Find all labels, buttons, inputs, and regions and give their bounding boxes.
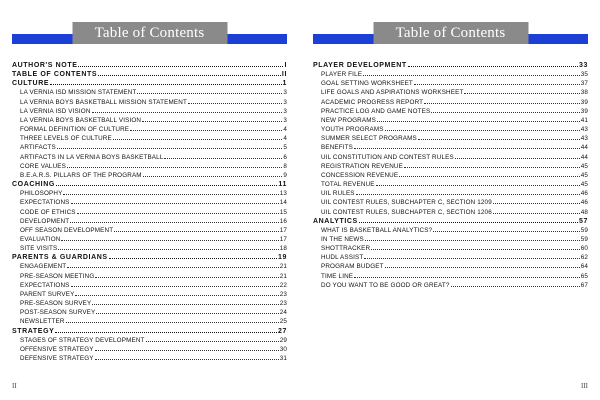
toc-entry[interactable] [12,308,287,317]
dot-leader [143,171,283,177]
toc-entry[interactable] [313,107,588,116]
toc-entry-page: 48 [580,208,588,216]
toc-entry[interactable] [313,125,588,134]
toc-entry[interactable] [313,208,588,217]
toc-entry[interactable] [12,116,287,125]
toc-entry-title: NEW PROGRAMS [321,116,376,124]
toc-entry-page: 23 [279,290,287,298]
dot-leader [63,189,278,195]
dot-leader [95,354,279,360]
dot-leader [431,107,579,113]
dot-leader [95,272,278,278]
toc-entry-title: UIL RULES [321,190,355,198]
dot-leader [371,244,579,250]
toc-entry-title: LIFE GOALS AND ASPIRATIONS WORKSHEET [321,89,464,97]
toc-entry[interactable] [313,162,588,171]
toc-entry-page: 39 [580,107,588,115]
toc-entry[interactable] [313,235,588,244]
toc-entry-page: 6 [283,153,287,161]
toc-entry-page: 57 [579,217,588,225]
dot-leader [146,336,279,342]
toc-entry-page: 24 [279,309,287,317]
toc-entry[interactable] [12,134,287,143]
toc-entry-title: REGISTRATION REVENUE [321,162,403,170]
toc-entry-title: CORE VALUES [20,162,66,170]
toc-entry-title: PHILOSOPHY [20,190,63,198]
toc-entry-page: 21 [279,263,287,271]
toc-entry[interactable] [12,189,287,198]
dot-leader [354,272,580,278]
dot-leader [98,70,281,76]
toc-entry-title: GOAL SETTING WORKSHEET [321,80,413,88]
toc-entry-page: 35 [580,71,588,79]
toc-entry-page: 4 [283,126,287,134]
toc-entry[interactable] [12,143,287,152]
toc-entry[interactable] [12,153,287,162]
dot-leader [142,116,282,122]
dot-leader [113,134,282,140]
toc-entry-title: ANALYTICS [313,217,358,225]
toc-entry-title: PARENTS & GUARDIANS [12,254,108,262]
toc-entry-title: LA VERNIA ISD VISION [20,107,91,115]
toc-entry-page: 39 [580,98,588,106]
toc-entry[interactable] [12,98,287,107]
page-number: II [12,382,17,390]
dot-leader [95,345,279,351]
toc-entry-page: 14 [279,199,287,207]
toc-entry[interactable] [313,79,588,88]
toc-entry[interactable] [313,143,588,152]
toc-entry[interactable] [313,272,588,281]
toc-entry-page: 21 [279,272,287,280]
toc-entry-title: B.E.A.R.S. PILLARS OF THE PROGRAM [20,171,142,179]
toc-entry-title: EXPECTATIONS [20,199,70,207]
toc-entry[interactable] [12,290,287,299]
toc-entry[interactable] [313,134,588,143]
toc-entry-title: BENEFITS [321,144,353,152]
toc-section-entry[interactable] [313,217,588,226]
toc-entry-page: 11 [278,181,287,189]
toc-entry-page: 13 [279,190,287,198]
toc-entry-page: 17 [279,235,287,243]
toc-entry[interactable] [12,88,287,97]
toc-entry[interactable] [12,107,287,116]
toc-entry-page: 23 [279,300,287,308]
dot-leader [364,253,579,259]
dot-leader [377,116,580,122]
toc-entry-page: 46 [580,199,588,207]
toc-entry-title: CULTURE [12,80,50,88]
toc-entry-title: EVALUATION [20,235,61,243]
toc-entry-page: 41 [580,116,588,124]
toc-entry-page: 60 [580,245,588,253]
toc-entry-title: CONCESSION REVENUE [321,171,399,179]
toc-section-entry[interactable] [12,253,287,262]
dot-leader [109,253,277,259]
toc-entry-page: 3 [283,116,287,124]
toc-entry[interactable] [313,88,588,97]
dot-leader [77,208,279,214]
dot-leader [75,290,278,296]
toc-section-entry[interactable] [12,70,287,79]
toc-entry-page: 59 [580,235,588,243]
toc-entry-page: 3 [283,98,287,106]
toc-entry[interactable] [12,226,287,235]
toc-entry-page: 29 [279,336,287,344]
toc-entry-page: 1 [282,80,287,88]
toc-entry[interactable] [313,180,588,189]
toc-entry-title: NEWSLETTER [20,318,65,326]
toc-entry-title: DEFENSIVE STRATEGY [20,355,94,362]
toc-entry-title: WHAT IS BASKETBALL ANALYTICS? [321,226,433,234]
toc-entry-title: UIL CONTEST RULES, SUBCHAPTER C, SECTION 1206 [321,208,492,216]
dot-leader [61,235,278,241]
toc-entry-title: FORMAL DEFINITION OF CULTURE [20,126,130,134]
toc-entry-title: LA VERNIA BOYS BASKETBALL VISION [20,116,142,124]
toc-entry-page: 16 [279,217,287,225]
toc-entry-title: POST-SEASON SURVEY [20,309,96,317]
dot-leader [464,88,579,94]
dot-leader [57,143,282,149]
toc-entry-title: AUTHOR'S NOTE [12,62,78,69]
dot-leader [66,317,279,323]
dot-leader [356,189,580,195]
toc-entry-page: 5 [283,144,287,152]
toc-entry-page: 37 [580,80,588,88]
toc-entry-title: PRE-SEASON MEETING [20,272,95,280]
toc-entry-page: II [281,71,287,79]
dot-leader [56,180,277,186]
toc-entry-title: PRACTICE LOG AND GAME NOTES [321,107,431,115]
dot-leader [493,208,580,214]
toc-entry[interactable] [313,189,588,198]
toc-entry-page: 18 [279,245,287,253]
toc-entry-page: 46 [580,190,588,198]
toc-entry[interactable] [313,226,588,235]
toc-entry[interactable] [313,171,588,180]
toc-entry-page: 9 [283,171,287,179]
dot-leader [67,162,282,168]
toc-entry[interactable] [313,153,588,162]
toc-entry[interactable] [313,253,588,262]
toc-entry[interactable] [12,171,287,180]
toc-section-entry[interactable] [313,61,588,70]
toc-entry-page: 62 [580,254,588,262]
toc-entry-title: COACHING [12,181,55,189]
toc-entry-page: 8 [283,162,287,170]
toc-entry-title: DEVELOPMENT [20,217,70,225]
toc-entry-title: LA VERNIA BOYS BASKETBALL MISSION STATEMENT [20,98,187,106]
toc-entry-page: 19 [278,254,287,262]
toc-entry-page: 25 [279,318,287,326]
toc-entry-title: ENGAGEMENT [20,263,67,271]
dot-leader [414,79,580,85]
toc-entry-page: 45 [580,162,588,170]
toc-entry-page: 64 [580,263,588,271]
dot-leader [404,162,580,168]
left-page [12,0,287,400]
toc-entry-title: ARTIFACTS [20,144,56,152]
toc-entry[interactable] [12,262,287,271]
toc-entry-page: I [284,62,287,69]
toc-entry-page: 45 [580,171,588,179]
dot-leader [354,143,580,149]
toc-entry-page: 67 [580,281,588,289]
left-page-banner [12,8,287,45]
toc-entry[interactable] [12,125,287,134]
toc-entry[interactable] [313,262,588,271]
toc-entry-title: SHOTTRACKER [321,245,371,253]
dot-leader [451,281,580,287]
page-heading: Table of Contents [373,22,528,44]
toc-entry[interactable] [12,272,287,281]
dot-leader [67,262,278,268]
dot-leader [130,125,282,131]
dot-leader [399,171,579,177]
toc-entry-page: 65 [580,272,588,280]
toc-entry-page: 43 [580,126,588,134]
dot-leader [58,244,278,250]
toc-entry-title: TABLE OF CONTENTS [12,71,98,79]
dot-leader [424,98,580,104]
dot-leader [433,226,579,232]
toc-entry-page: 22 [279,281,287,289]
toc-entry-title: DO YOU WANT TO BE GOOD OR GREAT? [321,281,450,289]
dot-leader [365,235,580,241]
page-number: III [581,382,588,390]
toc-list-right [313,61,588,290]
toc-entry-page: 15 [279,208,287,216]
dot-leader [137,88,282,94]
toc-entry-title: ACADEMIC PROGRESS REPORT [321,98,424,106]
dot-leader [493,198,580,204]
toc-entry-title: STAGES OF STRATEGY DEVELOPMENT [20,336,145,344]
toc-entry[interactable] [12,317,287,326]
toc-entry[interactable] [313,198,588,207]
toc-section-entry[interactable] [12,61,287,70]
toc-entry-title: SUMMER SELECT PROGRAMS [321,135,417,143]
toc-entry-page: 30 [279,345,287,353]
dot-leader [359,217,578,223]
toc-entry-page: 17 [279,226,287,234]
toc-entry[interactable] [12,162,287,171]
dot-leader [71,198,279,204]
dot-leader [408,61,578,67]
page-heading: Table of Contents [72,22,227,44]
toc-entry[interactable] [12,198,287,207]
toc-entry-page: 4 [283,135,287,143]
toc-entry-title: TOTAL REVENUE [321,181,375,189]
toc-entry-page: 59 [580,226,588,234]
toc-entry-page: 44 [580,153,588,161]
toc-section-entry[interactable] [12,180,287,189]
toc-entry-page: 44 [580,144,588,152]
toc-entry-title: PROGRAM BUDGET [321,263,384,271]
toc-entry[interactable] [12,281,287,290]
dot-leader [418,134,580,140]
toc-entry-title: STRATEGY [12,327,55,335]
right-page-banner [313,8,588,45]
toc-entry-title: IN THE NEWS [321,235,364,243]
toc-entry-page: 33 [579,62,588,69]
dot-leader [71,281,279,287]
toc-entry-title: OFF SEASON DEVELOPMENT [20,226,114,234]
toc-entry-page: 45 [580,181,588,189]
dot-leader [96,308,278,314]
toc-entry-title: SITE VISITS [20,245,58,253]
dot-leader [188,98,282,104]
toc-entry[interactable] [12,244,287,253]
dot-leader [363,70,580,76]
toc-entry-title: THREE LEVELS OF CULTURE [20,135,112,143]
toc-entry[interactable] [313,70,588,79]
toc-entry[interactable] [12,208,287,217]
toc-section-entry[interactable] [12,327,287,336]
toc-entry-title: YOUTH PROGRAMS [321,126,384,134]
dot-leader [92,299,278,305]
toc-section-entry[interactable] [12,79,287,88]
toc-entry[interactable] [313,244,588,253]
toc-entry-title: OFFENSIVE STRATEGY [20,345,94,353]
toc-entry-title: EXPECTATIONS [20,281,70,289]
dot-leader [376,180,580,186]
toc-entry[interactable] [12,235,287,244]
toc-entry-title: PLAYER DEVELOPMENT [313,62,407,69]
dot-leader [385,262,580,268]
toc-entry-title: UIL CONTEST RULES, SUBCHAPTER C, SECTION 1209 [321,199,492,207]
dot-leader [164,153,282,159]
dot-leader [50,79,281,85]
toc-entry-title: PRE-SEASON SURVEY [20,300,92,308]
toc-entry-title: PARENT SURVEY [20,290,75,298]
dot-leader [114,226,278,232]
toc-list-left [12,61,287,363]
right-page [313,0,588,400]
toc-entry[interactable] [313,98,588,107]
toc-entry-title: CODE OF ETHICS [20,208,76,216]
toc-entry[interactable] [12,336,287,345]
toc-entry-page: 31 [279,355,287,362]
toc-entry-title: LA VERNIA ISD MISSION STATEMENT [20,89,137,97]
toc-entry-title: TIME LINE [321,272,354,280]
toc-entry-page: 43 [580,135,588,143]
toc-entry-title: UIL CONSTITUTION AND CONTEST RULES [321,153,454,161]
toc-entry[interactable] [313,281,588,290]
dot-leader [55,327,277,333]
toc-entry[interactable] [313,116,588,125]
toc-entry-page: 38 [580,89,588,97]
dot-leader [70,217,278,223]
toc-entry-title: PLAYER FILE [321,71,363,79]
toc-entry[interactable] [12,354,287,363]
toc-entry[interactable] [12,345,287,354]
toc-entry-title: HUDL ASSIST [321,254,364,262]
toc-entry-page: 3 [283,107,287,115]
toc-entry[interactable] [12,299,287,308]
toc-entry[interactable] [12,217,287,226]
dot-leader [385,125,580,131]
dot-leader [78,61,283,67]
toc-entry-page: 3 [283,89,287,97]
toc-entry-page: 27 [278,327,287,335]
dot-leader [455,153,580,159]
toc-entry-title: ARTIFACTS IN LA VERNIA BOYS BASKETBALL [20,153,164,161]
dot-leader [92,107,283,113]
